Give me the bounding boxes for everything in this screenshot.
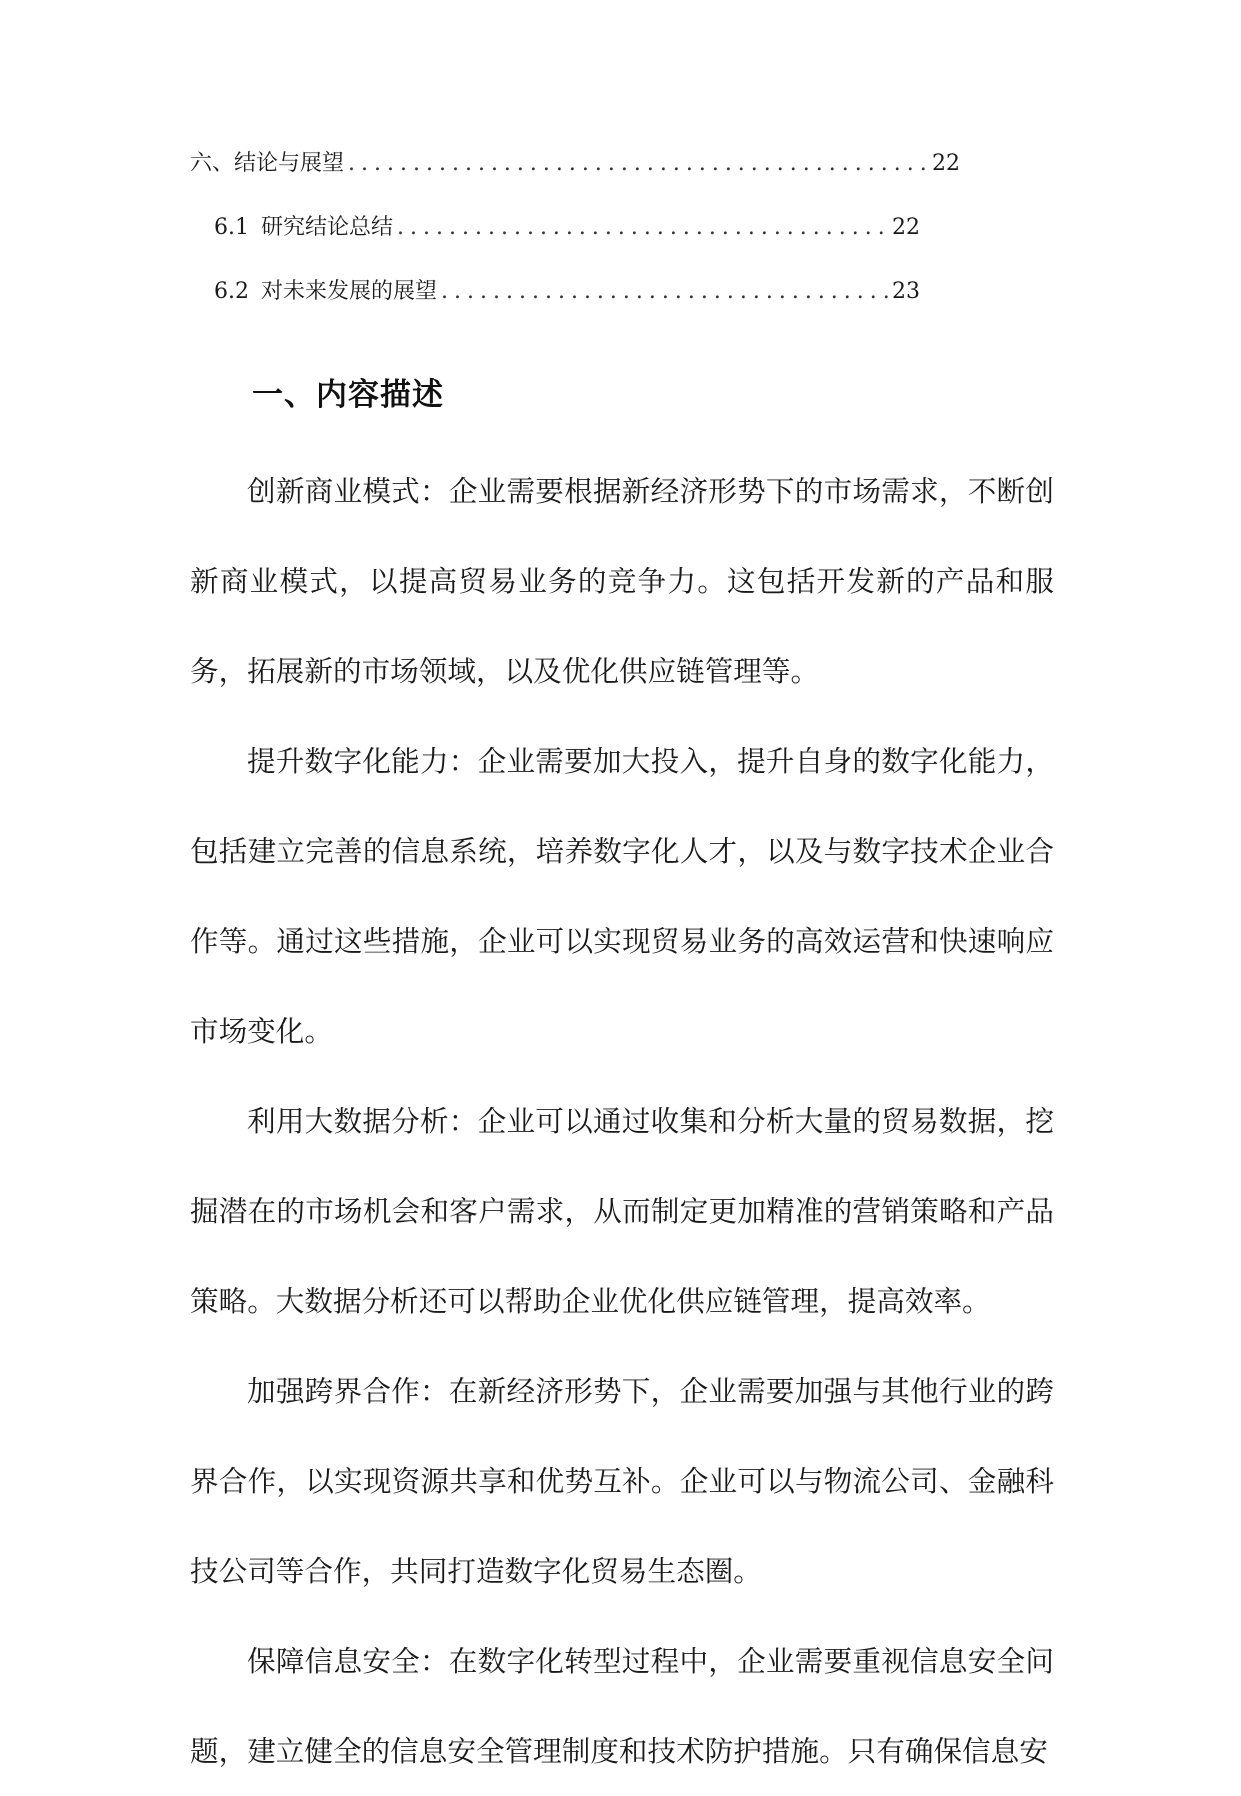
body-text (190, 446, 1054, 1796)
paragraph-digital-capability: 提升数字化能力：企业需要加大投入，提升自身的数字化能力，包括建立完善的信息系统，培养数字化人才，以及与数字技术企业合作等。通过这些措施，企业可以实现贸易业务的高效运营和快速响应市场变化。 (190, 744, 1054, 1048)
section-heading: 一、内容描述 (252, 377, 444, 413)
table-of-contents (190, 148, 960, 340)
paragraph-cross-industry: 加强跨界合作：在新经济形势下，企业需要加强与其他行业的跨界合作，以实现资源共享和优势互补。企业可以与物流公司、金融科技公司等合作，共同打造数字化贸易生态圈。 (190, 1374, 1054, 1588)
toc-page-number: 22 (932, 151, 960, 176)
toc-dot-leader (441, 276, 888, 308)
toc-entry-label: 对未来发展的展望 (261, 279, 438, 304)
toc-page-number: 22 (892, 215, 920, 240)
toc-entry-6[interactable] (190, 148, 960, 212)
paragraph-info-security: 保障信息安全：在数字化转型过程中，企业需要重视信息安全问题，建立健全的信息安全管理制度和技术防护措施。只有确保信息安 (190, 1644, 1054, 1768)
toc-entry-6-1[interactable] (190, 212, 920, 276)
toc-entry-label: 六、结论与展望 (190, 151, 345, 176)
toc-page-number: 23 (892, 279, 920, 304)
paragraph-business-model: 创新商业模式：企业需要根据新经济形势下的市场需求，不断创新商业模式，以提高贸易业务的竞争力。这包括开发新的产品和服务，拓展新的市场领域，以及优化供应链管理等。 (190, 474, 1054, 688)
toc-entry-label: 研究结论总结 (261, 215, 394, 240)
toc-dot-leader (397, 212, 888, 244)
toc-dot-leader (348, 148, 928, 180)
toc-entry-number: 6.1 (214, 215, 249, 240)
paragraph-big-data: 利用大数据分析：企业可以通过收集和分析大量的贸易数据，挖掘潜在的市场机会和客户需求，从而制定更加精准的营销策略和产品策略。大数据分析还可以帮助企业优化供应链管理，提高效率。 (190, 1104, 1054, 1318)
toc-entry-number: 6.2 (214, 279, 249, 304)
toc-entry-6-2[interactable] (190, 276, 920, 340)
